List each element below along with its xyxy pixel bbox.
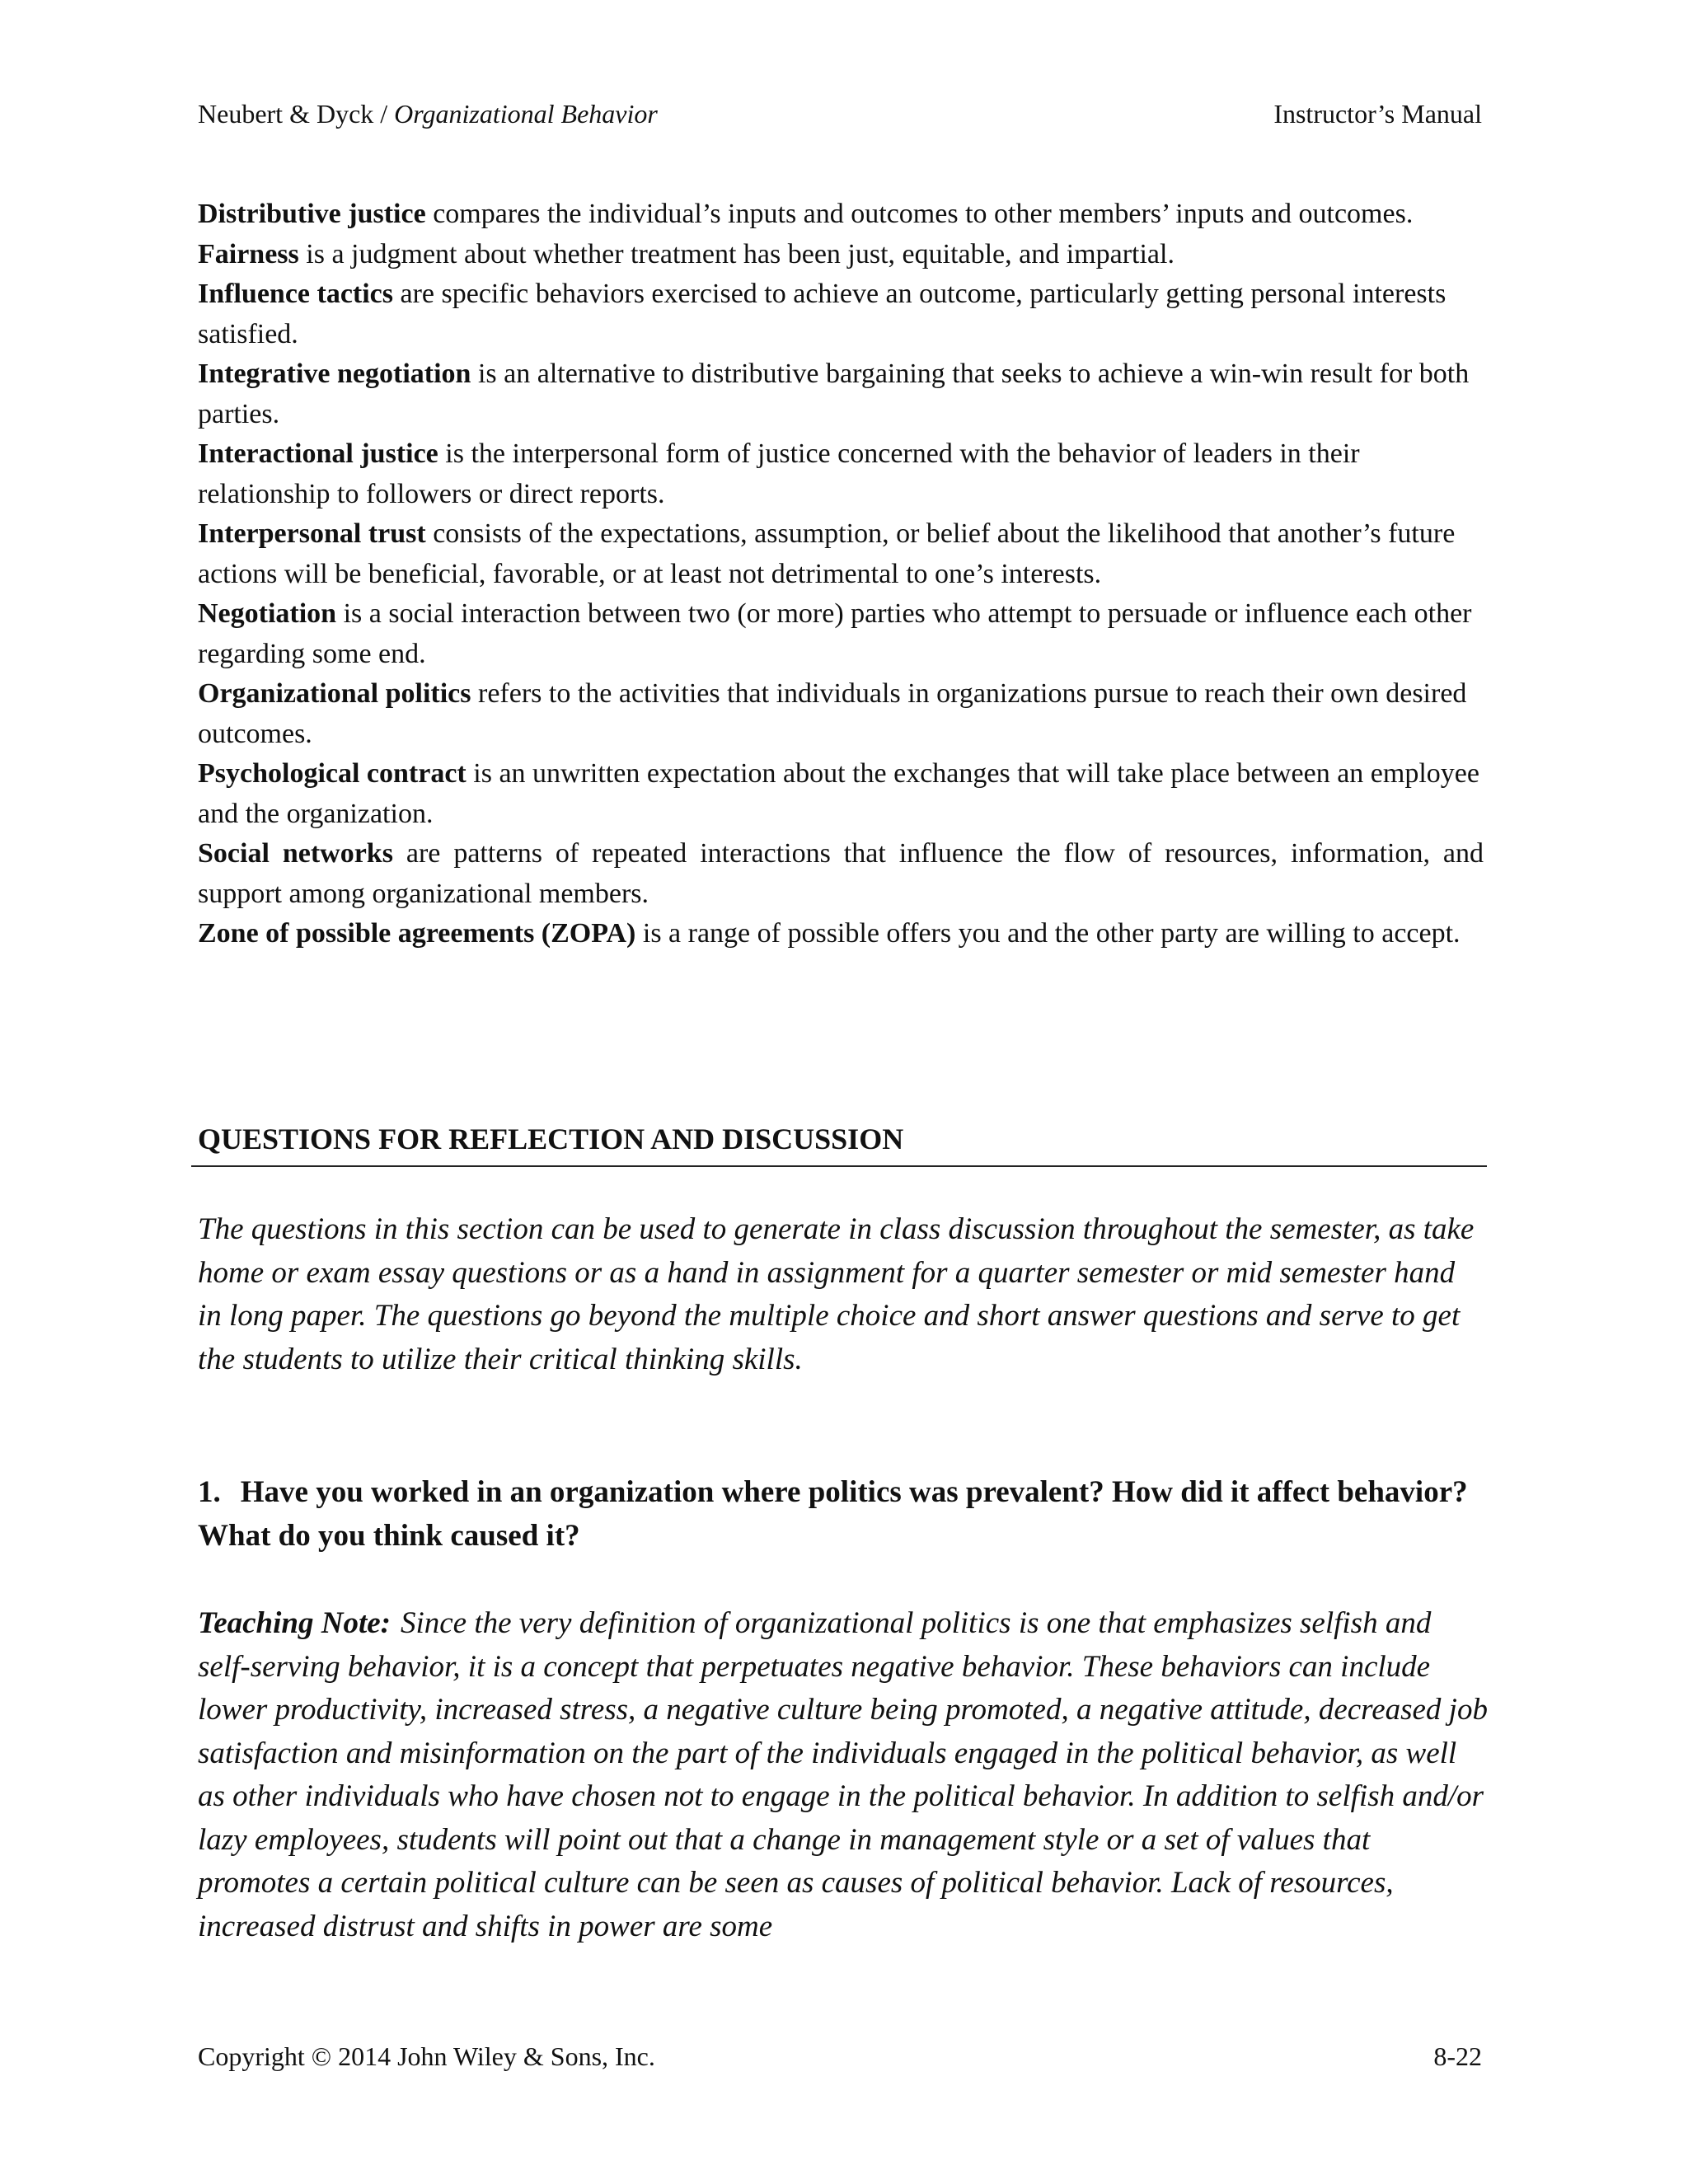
header-right: Instructor’s Manual xyxy=(1273,99,1482,129)
section-divider xyxy=(191,1165,1487,1167)
glossary-definition: is an unwritten expectation about the exchanges that will take place between an employee and the organization. xyxy=(198,758,1479,829)
glossary-term: Integrative negotiation xyxy=(198,359,471,389)
teaching-note-text: Since the very definition of organizational politics is one that emphasizes selfish and self-serving behavior, it is a concept that perpetuates negative behavior. These behaviors can include lower productivity, increased stress, a negative culture being promoted, a negative attitude, decreased job satisfaction and misinformation on the part of the individuals engaged in the political behavior, as well as other individuals who have chosen not to engage in the political behavior. In addition to selfish and/or lazy employees, students will point out that a change in management style or a set of values that promotes a certain political culture can be seen as causes of political behavior. Lack of resources, increased distrust and shifts in power are some xyxy=(198,1606,1488,1943)
header-left xyxy=(198,97,658,130)
glossary-definition: is a judgment about whether treatment has been just, equitable, and impartial. xyxy=(298,238,1175,269)
section-title: QUESTIONS FOR REFLECTION AND DISCUSSION xyxy=(198,1122,904,1155)
glossary-entry xyxy=(198,594,1484,674)
copyright-notice: Copyright © 2014 John Wiley & Sons, Inc. xyxy=(198,2041,655,2071)
glossary-definition: is a social interaction between two (or more) parties who attempt to persuade or influence each other regarding some end. xyxy=(198,598,1472,669)
glossary-entry xyxy=(198,914,1484,954)
glossary-term: Zone of possible agreements (ZOPA) xyxy=(198,918,636,949)
glossary-term: Psychological contract xyxy=(198,758,467,789)
glossary-definition: compares the individual’s inputs and outcomes to other members’ inputs and outcomes. xyxy=(425,199,1414,229)
teaching-note-label: Teaching Note: xyxy=(198,1606,391,1640)
glossary-entry xyxy=(198,754,1484,834)
glossary-entry xyxy=(198,354,1484,434)
page-number: 8-22 xyxy=(1433,2041,1482,2071)
header-book-title: Organizational Behavior xyxy=(394,99,658,129)
glossary-definition: is a range of possible offers you and the other party are willing to accept. xyxy=(635,918,1461,949)
glossary-term: Social networks xyxy=(198,838,393,869)
glossary-list xyxy=(198,194,1484,954)
glossary-term: Interactional justice xyxy=(198,438,438,469)
glossary-entry xyxy=(198,674,1484,754)
glossary-definition: is the interpersonal form of justice concerned with the behavior of leaders in their relationship to followers or direct reports. xyxy=(198,438,1360,509)
glossary-term: Negotiation xyxy=(198,598,337,629)
running-header xyxy=(198,97,1482,130)
teaching-note xyxy=(198,1602,1488,1948)
glossary-entry xyxy=(198,194,1484,235)
discussion-question xyxy=(198,1471,1484,1558)
glossary-entry xyxy=(198,235,1484,275)
section-intro: The questions in this section can be used to generate in class discussion throughout the semester, as take home or exam essay questions or as a hand in assignment for a quarter semester or mid semester hand in long paper. The questions go beyond the multiple choice and short answer questions and serve to get the students to utilize their critical thinking skills. xyxy=(198,1212,1475,1376)
glossary-entry xyxy=(198,514,1484,594)
glossary-definition: consists of the expectations, assumption, or belief about the likelihood that another’s future actions will be beneficial, favorable, or at least not detrimental to one’s interests. xyxy=(198,518,1456,589)
glossary-definition: is an alternative to distributive bargaining that seeks to achieve a win-win result for both parties. xyxy=(198,359,1470,429)
glossary-definition: are specific behaviors exercised to achieve an outcome, particularly getting personal interests satisfied. xyxy=(198,279,1447,349)
glossary-term: Interpersonal trust xyxy=(198,518,426,549)
glossary-term: Distributive justice xyxy=(198,199,426,229)
glossary-term: Influence tactics xyxy=(198,279,394,309)
question-text: Have you worked in an organization where politics was prevalent? How did it affect behavior? What do you think caused it? xyxy=(198,1475,1468,1553)
page-footer xyxy=(198,2040,1482,2073)
question-number: 1. xyxy=(198,1475,221,1509)
glossary-definition: refers to the activities that individuals in organizations pursue to reach their own desired outcomes. xyxy=(198,678,1467,749)
glossary-definition: are patterns of repeated interactions that influence the flow of resources, information, and support among organizational members. xyxy=(198,838,1484,909)
glossary-entry xyxy=(198,434,1484,514)
glossary-entry xyxy=(198,274,1484,354)
header-authors: Neubert & Dyck / xyxy=(198,99,395,129)
glossary-entry xyxy=(198,834,1484,914)
glossary-term: Fairness xyxy=(198,238,299,269)
glossary-term: Organizational politics xyxy=(198,678,471,709)
